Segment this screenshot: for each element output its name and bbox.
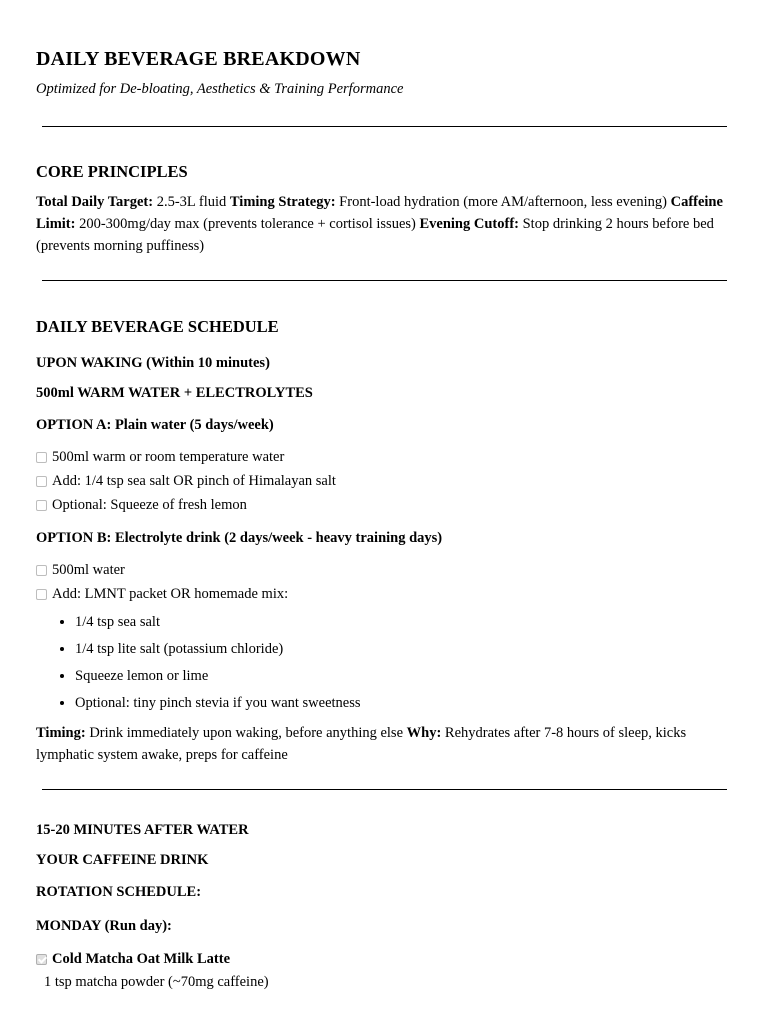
checklist-item-label: 500ml water — [52, 562, 125, 578]
electrolyte-mix-list — [36, 611, 732, 719]
timing-strategy-label: Timing Strategy: — [229, 194, 336, 210]
checkbox[interactable] — [36, 452, 47, 463]
checklist-item-label: Add: 1/4 tsp sea salt OR pinch of Himalayan salt — [52, 473, 336, 489]
total-target-label: Total Daily Target: — [36, 194, 154, 210]
upon-waking-heading: UPON WAKING (Within 10 minutes) — [36, 355, 270, 371]
checkbox-checked[interactable] — [36, 954, 47, 965]
why-value: Rehydrates after 7-8 hours of sleep, kicks lymphatic system awake, preps for caffeine — [36, 725, 687, 763]
checklist-item[interactable] — [36, 469, 732, 493]
checkbox[interactable] — [36, 589, 47, 600]
schedule-heading: DAILY BEVERAGE SCHEDULE — [36, 317, 279, 336]
checkbox[interactable] — [36, 476, 47, 487]
caffeine-limit-value: 200-300mg/day max (prevents tolerance + cortisol issues) — [75, 216, 420, 232]
warm-water-heading: 500ml WARM WATER + ELECTROLYTES — [36, 385, 313, 401]
list-item: • Optional: tiny pinch stevia if you want sweetness — [75, 692, 732, 719]
total-target-value: 2.5-3L fluid — [153, 194, 230, 210]
checklist-item[interactable] — [36, 947, 732, 971]
option-a-heading: OPTION A: Plain water (5 days/week) — [36, 417, 274, 433]
checklist-item[interactable] — [36, 582, 732, 606]
timing-strategy-value: Front-load hydration (more AM/afternoon, less evening) — [335, 194, 671, 210]
why-label: Why: — [406, 725, 442, 741]
list-item: • Squeeze lemon or lime — [75, 665, 732, 692]
checklist-item-label: Optional: Squeeze of fresh lemon — [52, 497, 247, 513]
checkbox[interactable] — [36, 500, 47, 511]
evening-cutoff-label: Evening Cutoff: — [419, 216, 519, 232]
checklist-item-label: 500ml warm or room temperature water — [52, 449, 285, 465]
core-principles-heading: CORE PRINCIPLES — [36, 162, 188, 181]
rotation-schedule-heading: ROTATION SCHEDULE: — [36, 884, 202, 900]
list-item: • 1/4 tsp sea salt — [75, 611, 732, 638]
timing-value: Drink immediately upon waking, before anything else — [85, 725, 407, 741]
matcha-detail: 1 tsp matcha powder (~70mg caffeine) — [44, 974, 269, 990]
evening-cutoff-value: Stop drinking 2 hours before bed (prevents morning puffiness) — [36, 216, 714, 254]
list-item: • 1/4 tsp lite salt (potassium chloride) — [75, 638, 732, 665]
page-title: DAILY BEVERAGE BREAKDOWN — [36, 48, 361, 70]
caffeine-drink-heading: YOUR CAFFEINE DRINK — [36, 852, 209, 868]
checklist-item[interactable] — [36, 493, 732, 517]
monday-heading: MONDAY (Run day): — [36, 918, 172, 934]
checkbox[interactable] — [36, 565, 47, 576]
page-subtitle: Optimized for De-bloating, Aesthetics & Training Performance — [36, 81, 404, 97]
checklist-item-label: Cold Matcha Oat Milk Latte — [52, 951, 231, 967]
option-b-heading: OPTION B: Electrolyte drink (2 days/week - heavy training days) — [36, 530, 443, 546]
checklist-item-label: Add: LMNT packet OR homemade mix: — [52, 586, 289, 602]
waking-notes — [36, 722, 732, 766]
after-water-heading: 15-20 MINUTES AFTER WATER — [36, 822, 249, 838]
checklist-item[interactable] — [36, 558, 732, 582]
timing-label: Timing: — [36, 725, 86, 741]
checklist-item[interactable] — [36, 445, 732, 469]
caffeine-limit-label: Caffeine Limit: — [36, 194, 723, 232]
core-principles-text — [36, 191, 732, 257]
